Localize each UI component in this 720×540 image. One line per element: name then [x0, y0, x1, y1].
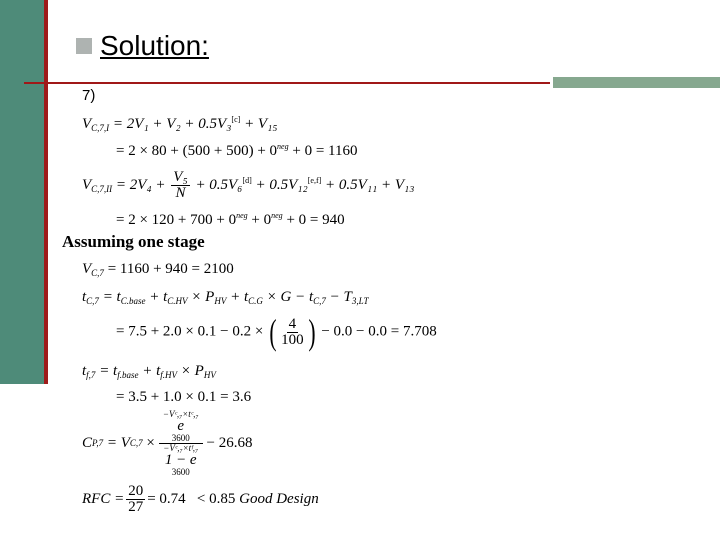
left-accent-edge	[44, 0, 48, 384]
equation-vc7ii-value: = $2 \times 120 + 700 + 0^{neg} + 0^{neg} + 0 = 940$	[116, 211, 345, 228]
equation-tf7-value: = 3.5 + 1.0 × 0.1 = 3.6	[116, 389, 252, 405]
equation-rfc: RFC = $\frac{20}{27}$ = 0.74 < 0.85 Good Design	[82, 483, 319, 515]
equation-vc7i: $V_{C,7,I} = 2V_1 + V_2 + 0.5V_3[c] + V_{15}$	[82, 115, 278, 133]
left-accent-bar	[0, 0, 47, 384]
slide-title: Solution:	[100, 30, 209, 61]
title-divider	[24, 82, 550, 84]
equation-tc7-value: = 7.5 + 2.0 × 0.1 − 0.2 × ( $\frac{4}{100}$ ) − 0.0 − 0.0 = 7.708	[116, 312, 437, 352]
design-verdict: Good Design	[239, 491, 319, 507]
equation-cp7: C P,7 = V C,7 × −Vᶜ,₇×tᶜ,₇ e 3600 −Vᶜ,₇×tᶠ,₇ 1 − e 3600 − 26.68	[82, 409, 253, 477]
square-bullet-icon	[76, 38, 92, 54]
equation-vc7: $V_{C,7} = 1160 + 940 = 2100$	[82, 261, 234, 278]
right-accent-bar	[553, 77, 720, 88]
equation-tf7: $t_{f,7} = t_{f.base} + t_{f.HV} \times P_{HV}$	[82, 363, 216, 380]
equation-vc7ii: $V_{C,7,II} = 2V_4$ + $\frac{\text{V₅}}{N}$ + 0.5V₆[d] + 0.5V₁₂[e,f] + 0.5V₁₁ + V₁₃	[82, 169, 415, 201]
equation-vc7i-value: = $2 \times 80 + (500 + 500) + 0^{neg} + 0 = 1160$	[116, 142, 358, 159]
right-paren-icon: )	[307, 312, 316, 352]
step-label: 7)	[82, 87, 96, 104]
equation-tc7: $t_{C,7} = t_{C.base} + t_{C.HV} \times P_{HV} + t_{C.G} \times G - t_{C,7} - T_{3,LT}$	[82, 289, 369, 306]
left-paren-icon: (	[269, 312, 277, 352]
title-row	[76, 30, 209, 62]
assumption-label: Assuming one stage	[62, 232, 205, 251]
